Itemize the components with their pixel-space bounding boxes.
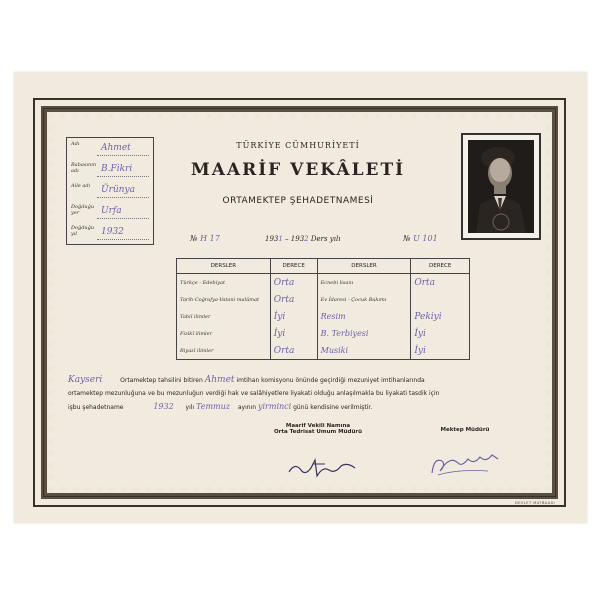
table-row: Türkçe - Edebiyat Orta Ecnebi lisanı Orta [177, 274, 470, 292]
table-row: Tabiî ilimler İyi Resim Pekiyi [177, 308, 470, 325]
statement-line-3: işbu şehadetname 1932 yılı Temmuz ayının yirminci günü kendisine verilmiştir. [68, 402, 373, 411]
student-row-birthyear: Doğduğu yıl 1932 [67, 222, 153, 242]
statement-line-2: ortamektep mezunluğuna ve bu mezunluğun verdiği hak ve salâhiyetlere liyakati olduğu anlaşılmakla bu liyakati tasdik için [68, 390, 440, 397]
student-row-father: Babasının adı B.Fikri [67, 159, 153, 179]
statement-line-1: Kayseri Ortamektep tahsilini bitiren Ahmet imtihan komisyonu önünde geçirdiği mezuniyet imtihanlarında [68, 375, 425, 385]
record-no-right: № U 101 [403, 234, 438, 243]
table-row: Riyazî ilimler Orta Musiki İyi [177, 342, 470, 360]
signature-right-title: Mektep Müdürü [440, 427, 490, 433]
printer-name: DEVLET MATBAASI [515, 501, 556, 505]
student-photo-frame [461, 133, 541, 240]
table-row: Tarih-Coğrafya-Vatani malûmat Orta Ev İdaresi - Çocuk Bakımı [177, 291, 470, 308]
signature-left-title: Maarif Vekili Namına Orta Tedrisat Umum Müdürü [273, 423, 363, 435]
student-row-birthplace: Doğduğu yer Urfa [67, 201, 153, 221]
student-photo [468, 140, 534, 233]
academic-year: 1931 – 1932 Ders yılı [265, 235, 341, 243]
record-no-left: № H 17 [190, 234, 220, 243]
ministry-heading: MAARİF VEKÂLETİ [190, 160, 406, 180]
table-row: Fizikî ilimler İyi B. Terbiyesi İyi [177, 325, 470, 342]
student-info-box [66, 137, 154, 245]
grades-header-row: DERSLER DERECE DERSLER DERECE [177, 259, 470, 274]
signature-right [428, 445, 508, 481]
signature-left [285, 452, 365, 482]
document-title: ORTAMEKTEP ŞEHADETNAMESİ [222, 196, 374, 206]
student-row-surname: Aile adı Ürünya [67, 180, 153, 200]
grades-table [176, 258, 470, 360]
republic-heading: TÜRKİYE CÜMHURİYETİ [236, 141, 360, 150]
student-row-name: Adı Ahmet [67, 138, 153, 158]
